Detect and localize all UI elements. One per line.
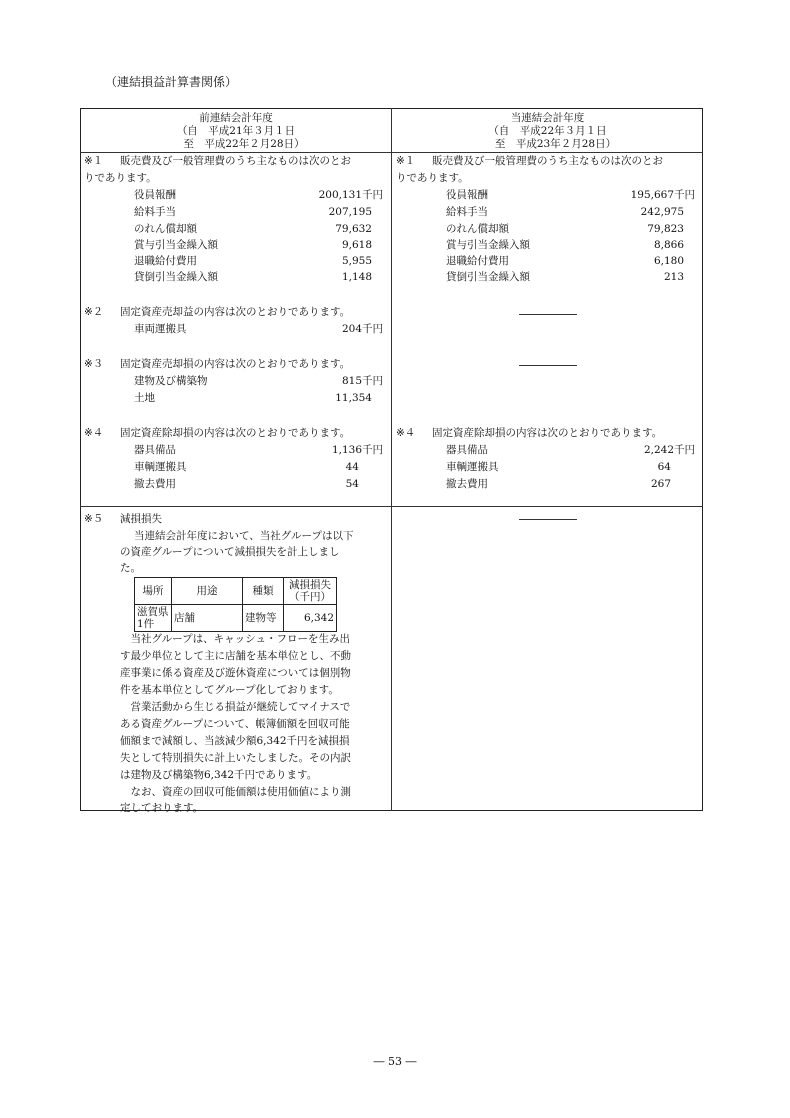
left-header-title: 前連結会計年度: [199, 112, 273, 124]
item-label: 給料手当: [446, 206, 488, 218]
item-value: 207,195: [328, 206, 372, 218]
table-cell-place: [135, 605, 172, 632]
header-divider: [80, 152, 703, 153]
item-value: 44: [345, 461, 359, 473]
item-value: 54: [345, 478, 359, 490]
table-header-kind: 種類: [243, 578, 284, 605]
table-header-amount: [284, 578, 337, 605]
impairment-table: [134, 577, 337, 632]
none-dash: [519, 314, 577, 315]
note-heading: 固定資産売却損の内容は次のとおりであります。: [120, 358, 351, 370]
paragraph-line: の資産グループについて減損損失を計上しまし: [120, 546, 340, 558]
note-heading: 減損損失: [120, 513, 162, 525]
item-label: のれん償却額: [134, 223, 197, 235]
item-value: 9,618: [341, 239, 372, 251]
item-value: 5,955: [341, 255, 372, 267]
none-dash: [519, 365, 577, 366]
note-heading-cont: りであります。: [396, 172, 469, 184]
right-header-to: 至 平成23年２月28日）: [494, 138, 617, 150]
item-label: 貸倒引当金繰入額: [134, 271, 218, 283]
item-value: 79,823: [647, 223, 684, 235]
note-heading-cont: りであります。: [84, 172, 157, 184]
table-header-place: 場所: [135, 578, 172, 605]
item-label: 撤去費用: [134, 478, 176, 490]
left-header-to: 至 平成22年２月28日）: [183, 138, 305, 150]
table-header-amount-line1: 減損損失: [289, 579, 331, 591]
paragraph-line: 定しております。: [120, 802, 204, 814]
section-title: （連結損益計算書関係）: [105, 75, 238, 89]
item-label: 貸倒引当金繰入額: [446, 271, 530, 283]
right-header-from: （自 平成22年３月１日: [488, 125, 607, 137]
paragraph-line: た。: [120, 562, 141, 574]
paragraph-line: 当社グループは、キャッシュ・フローを生み出: [120, 633, 350, 645]
left-header-from: （自 平成21年３月１日: [176, 125, 296, 137]
item-value: 11,354: [335, 392, 372, 404]
note-heading: 固定資産除却損の内容は次のとおりであります。: [120, 427, 351, 439]
item-label: 器具備品: [134, 444, 176, 456]
item-value: 79,632: [335, 223, 372, 235]
note-mark: ※２: [84, 306, 104, 318]
item-label: 器具備品: [446, 444, 488, 456]
table-header-amount-line2: （千円）: [289, 591, 331, 603]
paragraph-line: ある資産グループについて、帳簿価額を回収可能: [120, 718, 350, 730]
note-mark: ※１: [396, 155, 416, 167]
item-label: 賞与引当金繰入額: [446, 239, 530, 251]
note-heading: 販売費及び一般管理費のうち主なものは次のとお: [120, 155, 351, 167]
item-value: 267: [650, 478, 671, 490]
item-label: 車輌運搬具: [446, 461, 499, 473]
item-label: 給料手当: [134, 206, 176, 218]
table-cell-place-line1: 滋賀県: [137, 606, 169, 618]
note-heading: 固定資産売却益の内容は次のとおりであります。: [120, 306, 351, 318]
table-cell-kind: 建物等: [243, 605, 284, 632]
none-dash: [519, 519, 577, 520]
item-value: 1,148: [341, 271, 372, 283]
item-label: 車両運搬具: [134, 323, 187, 335]
item-label: 賞与引当金繰入額: [134, 239, 218, 251]
item-label: 車輌運搬具: [134, 461, 187, 473]
note-mark: ※４: [396, 427, 416, 439]
item-label: 土地: [134, 392, 155, 404]
item-value: 195,667千円: [630, 189, 695, 201]
paragraph-line: は建物及び構築物6,342千円であります。: [120, 769, 318, 781]
note-heading: 販売費及び一般管理費のうち主なものは次のとお: [432, 155, 663, 167]
paragraph-line: なお、資産の回収可能価額は使用価値により測: [120, 786, 351, 798]
note-mark: ※４: [84, 427, 104, 439]
paragraph-line: す最少単位として主に店舗を基本単位とし、不動: [120, 650, 351, 662]
note-mark: ※１: [84, 155, 104, 167]
item-value: 2,242千円: [643, 444, 695, 456]
table-cell-amount: 6,342: [284, 605, 337, 632]
paragraph-line: 件を基本単位としてグループ化しております。: [120, 684, 339, 696]
table-cell-use: 店舗: [172, 605, 243, 632]
row-divider: [80, 506, 703, 507]
column-divider: [391, 108, 392, 811]
item-label: のれん償却額: [446, 223, 509, 235]
note-mark: ※５: [84, 513, 104, 525]
item-value: 64: [657, 461, 671, 473]
item-label: 役員報酬: [446, 189, 488, 201]
note-heading: 固定資産除却損の内容は次のとおりであります。: [432, 427, 663, 439]
item-value: 204千円: [341, 323, 383, 335]
item-label: 撤去費用: [446, 478, 488, 490]
table-header-use: 用途: [172, 578, 243, 605]
item-value: 815千円: [341, 375, 383, 387]
page-number: ― 53 ―: [373, 1055, 417, 1068]
item-label: 退職給付費用: [134, 255, 197, 267]
item-label: 建物及び構築物: [134, 375, 208, 387]
table-cell-place-line2: 1件: [137, 618, 155, 630]
item-value: 242,975: [640, 206, 684, 218]
paragraph-line: 産事業に係る資産及び遊休資産については個別物: [120, 667, 351, 679]
item-value: 1,136千円: [331, 444, 383, 456]
right-header-title: 当連結会計年度: [510, 112, 585, 124]
paragraph-line: 当連結会計年度において、当社グループは以下: [134, 530, 354, 542]
item-value: 213: [663, 271, 684, 283]
item-label: 退職給付費用: [446, 255, 509, 267]
paragraph-line: 失として特別損失に計上いたしました。その内訳: [120, 752, 351, 764]
paragraph-line: 価額まで減額し、当該減少額6,342千円を減損損: [120, 735, 350, 747]
item-label: 役員報酬: [134, 189, 176, 201]
item-value: 8,866: [653, 239, 684, 251]
item-value: 6,180: [653, 255, 684, 267]
note-mark: ※３: [84, 358, 104, 370]
paragraph-line: 営業活動から生じる損益が継続してマイナスで: [120, 701, 351, 713]
item-value: 200,131千円: [318, 189, 383, 201]
